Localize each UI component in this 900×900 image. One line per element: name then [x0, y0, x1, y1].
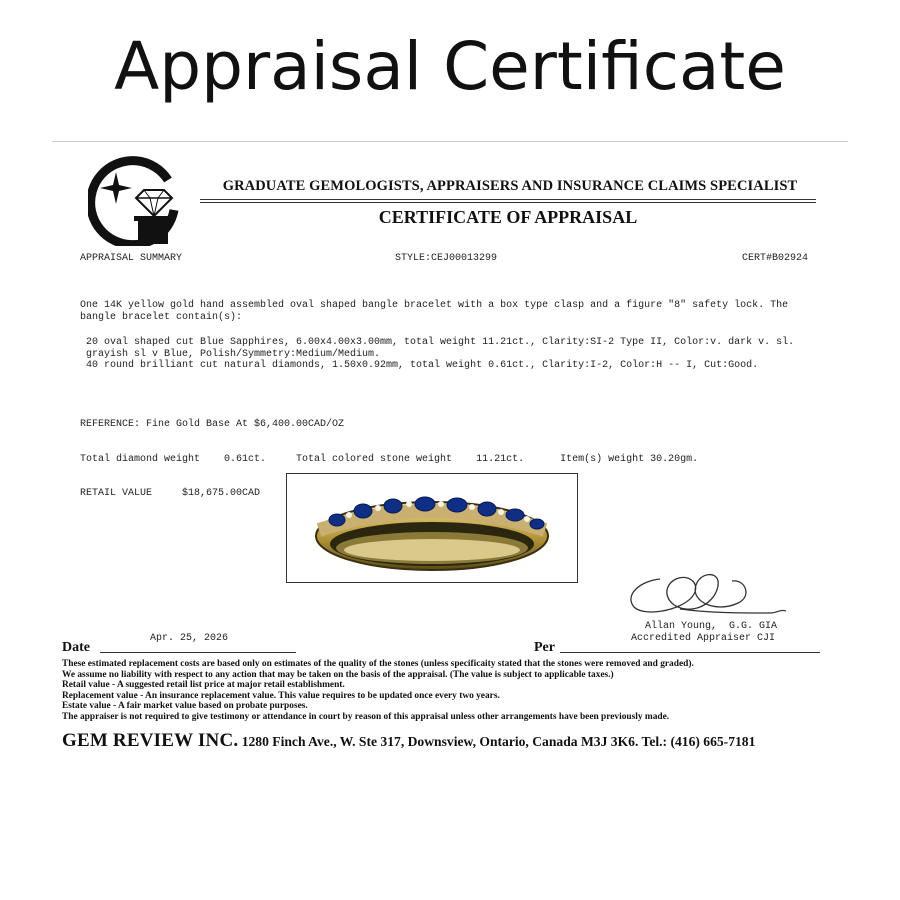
- disclaimer-line: We assume no liability with respect to any action that may be taken on the basis of the appraisal. (The value is subject to applicable taxes.): [62, 669, 614, 680]
- style-number: STYLE:CEJ00013299: [395, 253, 498, 264]
- diamond-icon: [136, 190, 172, 216]
- certificate-title: CERTIFICATE OF APPRAISAL: [378, 207, 638, 227]
- bracelet-photo: [287, 474, 577, 582]
- date-label: Date: [62, 640, 90, 655]
- appraisal-summary-label: APPRAISAL SUMMARY: [80, 253, 183, 264]
- retail-value-line: RETAIL VALUE $18,675.00CAD: [80, 488, 261, 499]
- bracelet-photo-frame: [286, 473, 578, 583]
- cert-number: CERT#B02924: [742, 253, 809, 264]
- footer: [62, 730, 755, 752]
- gem-logo: [88, 154, 180, 246]
- appraiser-signature: [620, 563, 800, 623]
- disclaimer-line: The appraiser is not required to give testimony or attendance in court by reason of this appraisal unless other arrangements have been previously made.: [62, 711, 670, 722]
- company-name: GEM REVIEW INC.: [62, 730, 239, 751]
- date-value: Apr. 25, 2026: [150, 633, 229, 644]
- appraiser-title: Accredited Appraiser CJI: [631, 633, 776, 644]
- company-address: 1280 Finch Ave., W. Ste 317, Downsview, Ontario, Canada M3J 3K6. Tel.: (416) 665-7181: [238, 734, 756, 749]
- organization-name: GRADUATE GEMOLOGISTS, APPRAISERS AND INSURANCE CLAIMS SPECIALIST: [222, 178, 798, 194]
- date-line: [100, 652, 296, 653]
- logo-stand: [138, 218, 168, 244]
- stone-line-sapphires: 20 oval shaped cut Blue Sapphires, 6.00x4.00x3.00mm, total weight 11.21ct., Clarity:SI-2 Type II, Color:v. dark v. sl. grayish sl v Blue, Polish/Symmetry:Medium/Medium.: [86, 337, 795, 360]
- stones-list: [86, 337, 816, 372]
- weights-line: Total diamond weight 0.61ct. Total colored stone weight 11.21ct. Item(s) weight 30.20gm.: [80, 453, 699, 465]
- per-line: [560, 652, 820, 653]
- disclaimer-line: Replacement value - An insurance replacement value. This value requires to be updated once every two years.: [62, 690, 500, 701]
- disclaimer-line: Estate value - A fair market value based on probate purposes.: [62, 701, 308, 712]
- title-divider: [52, 141, 848, 142]
- header-rule-bottom: [200, 202, 816, 203]
- page-title: Appraisal Certificate: [114, 28, 786, 105]
- disclaimer-line: Retail value - A suggested retail list price at major retail establishment.: [62, 680, 345, 691]
- stone-line-diamonds: 40 round brilliant cut natural diamonds, 1.50x0.92mm, total weight 0.61ct., Clarity:I-2, Color:H -- I, Cut:Good.: [86, 360, 759, 371]
- disclaimer-block: [62, 659, 852, 723]
- header-rule-top: [200, 199, 816, 200]
- item-description: One 14K yellow gold hand assembled oval shaped bangle bracelet with a box type clasp and a figure "8" safety lock. The bangle bracelet contain(s):: [80, 300, 789, 323]
- per-label: Per: [534, 640, 555, 655]
- reference-line: REFERENCE: Fine Gold Base At $6,400.00CAD/OZ: [80, 419, 345, 430]
- disclaimer-line: These estimated replacement costs are based only on estimates of the quality of the stones (unless specificaity stated that the stones were removed and graded).: [62, 659, 694, 669]
- appraiser-name: Allan Young, G.G. GIA: [645, 621, 778, 632]
